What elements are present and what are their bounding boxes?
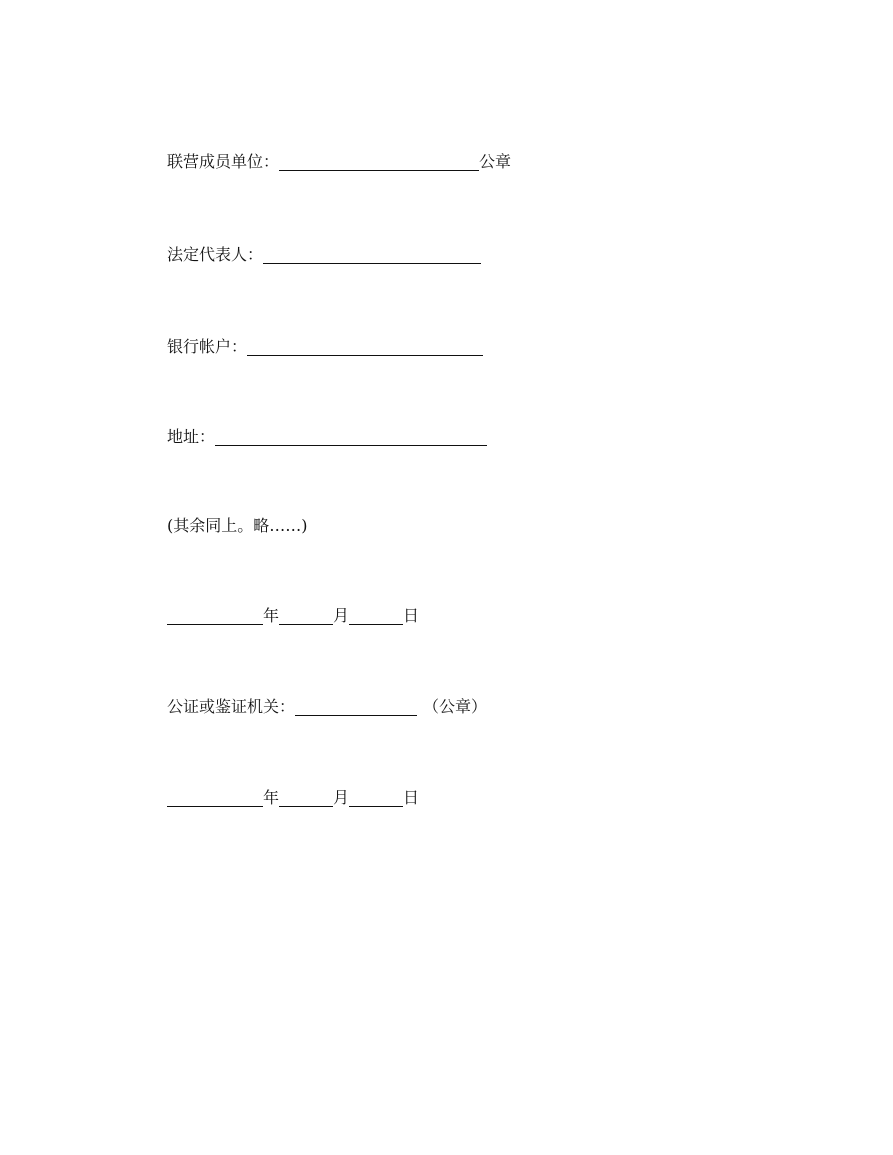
member-unit-label: 联营成员单位： — [167, 152, 280, 171]
member-unit-blank[interactable] — [279, 152, 479, 171]
legal-rep-blank[interactable] — [263, 245, 481, 264]
member-unit-seal-label: 公章 — [479, 152, 512, 171]
bank-account-label: 银行帐户： — [167, 337, 248, 356]
notary-blank[interactable] — [295, 697, 417, 716]
date-row-1 — [167, 604, 419, 628]
notary-row — [167, 695, 487, 719]
notary-seal-label: （公章） — [423, 697, 488, 716]
note-text: (其余同上。略……) — [167, 516, 308, 535]
address-blank[interactable] — [215, 427, 487, 446]
date-1-year-blank[interactable] — [167, 606, 263, 625]
date-1-year-label: 年 — [263, 606, 280, 625]
legal-rep-row — [167, 243, 481, 267]
date-1-day-blank[interactable] — [349, 606, 403, 625]
date-1-month-label: 月 — [333, 606, 350, 625]
member-unit-row — [167, 150, 511, 174]
date-2-month-blank[interactable] — [279, 788, 333, 807]
legal-rep-label: 法定代表人： — [167, 245, 264, 264]
date-2-month-label: 月 — [333, 788, 350, 807]
date-row-2 — [167, 786, 419, 810]
address-label: 地址： — [167, 427, 216, 446]
date-2-day-blank[interactable] — [349, 788, 403, 807]
bank-account-row — [167, 335, 483, 359]
notary-label: 公证或鉴证机关： — [167, 697, 296, 716]
date-1-day-label: 日 — [403, 606, 420, 625]
date-1-month-blank[interactable] — [279, 606, 333, 625]
date-2-day-label: 日 — [403, 788, 420, 807]
address-row — [167, 425, 487, 449]
bank-account-blank[interactable] — [247, 337, 483, 356]
date-2-year-blank[interactable] — [167, 788, 263, 807]
note-row — [167, 514, 308, 538]
date-2-year-label: 年 — [263, 788, 280, 807]
